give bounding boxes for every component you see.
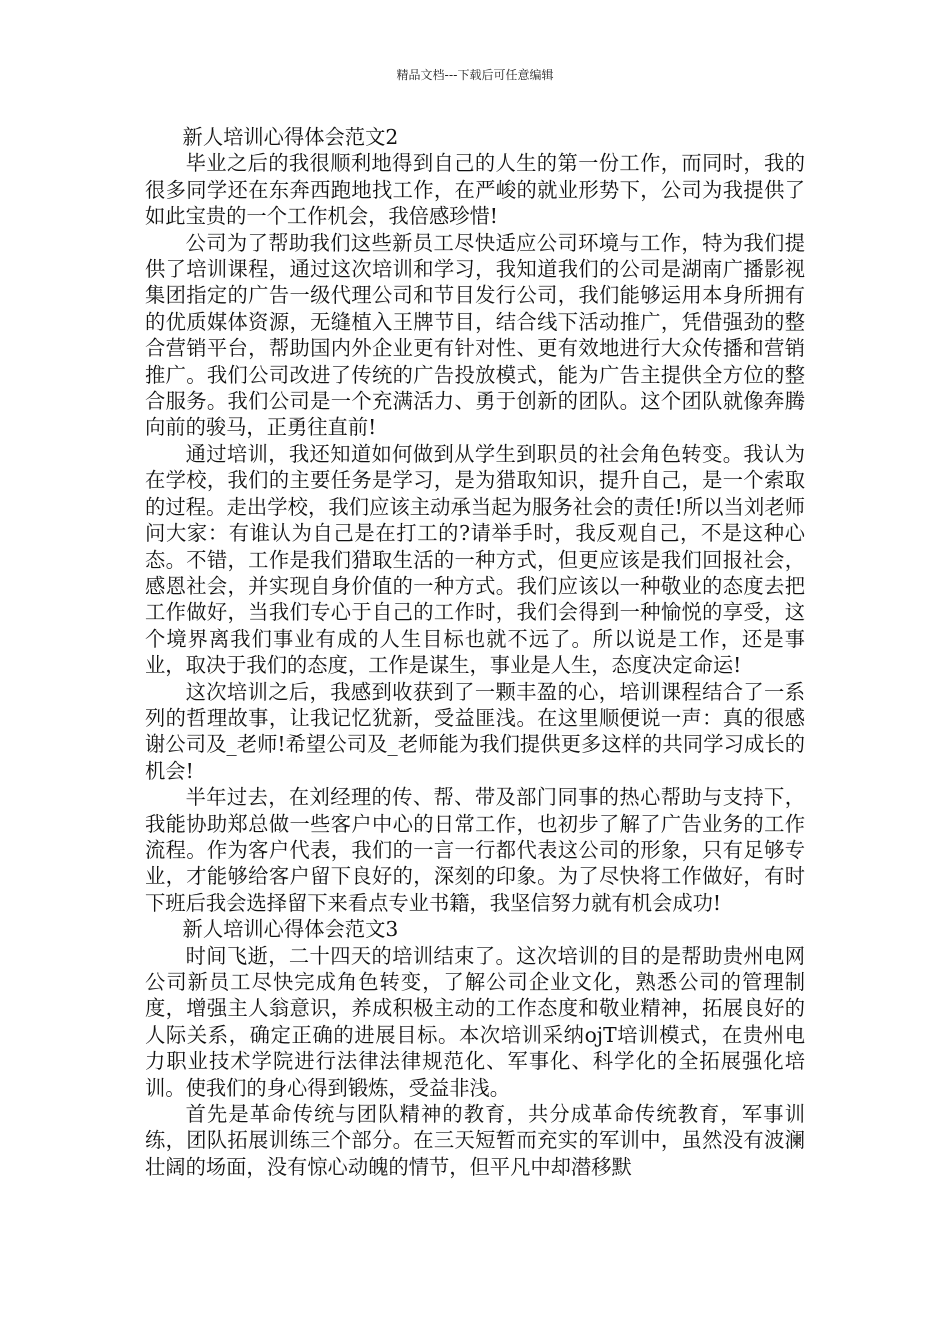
paragraph: 首先是革命传统与团队精神的教育，共分成革命传统教育，军事训练，团队拓展训练三个部分。在三天短暂而充实的军训中，虽然没有波澜壮阔的场面，没有惊心动魄的情节，但平凡中却潜移默 (145, 1102, 805, 1179)
section-heading: 新人培训心得体会范文2 (182, 125, 399, 149)
paragraph: 通过培训，我还知道如何做到从学生到职员的社会角色转变。我认为在学校，我们的主要任务是学习，是为猎取知识，提升自己，是一个索取的过程。走出学校，我们应该主动承当起为服务社会的责任!所以当刘老师问大家：有谁认为自己是在打工的?请举手时，我反观自己，不是这种心态。不错，工作是我们猎取生活的一种方式，但更应该是我们回报社会，感恩社会，并实现自身价值的一种方式。我们应该以一种敬业的态度去把工作做好，当我们专心于自己的工作时，我们会得到一种愉悦的享受，这个境界离我们事业有成的人生目标也就不远了。所以说是工作，还是事业，取决于我们的态度，工作是谋生，事业是人生，态度决定命运! (145, 441, 805, 678)
page-header: 精品文档---下载后可任意编辑 (396, 68, 554, 82)
paragraph: 半年过去，在刘经理的传、帮、带及部门同事的热心帮助与支持下，我能协助郑总做一些客户中心的日常工作，也初步了解了广告业务的工作流程。作为客户代表，我们的一言一行都代表这公司的形象，只有足够专业，才能够给客户留下良好的，深刻的印象。为了尽快将工作做好，有时下班后我会选择留下来看点专业书籍，我坚信努力就有机会成功! (145, 785, 805, 915)
paragraph: 时间飞逝，二十四天的培训结束了。这次培训的目的是帮助贵州电网公司新员工尽快完成角色转变，了解公司企业文化，熟悉公司的管理制度，增强主人翁意识，养成积极主动的工作态度和敬业精神，拓展良好的人际关系，确定正确的进展目标。本次培训采纳ojT培训模式，在贵州电力职业技术学院进行法律法律规范化、军事化、科学化的全拓展强化培训。使我们的身心得到锻炼，受益非浅。 (145, 943, 805, 1100)
paragraph: 毕业之后的我很顺利地得到自己的人生的第一份工作，而同时，我的很多同学还在东奔西跑地找工作，在严峻的就业形势下，公司为我提供了如此宝贵的一个工作机会，我倍感珍惜! (145, 151, 805, 229)
document-body (145, 124, 805, 1180)
section-heading: 新人培训心得体会范文3 (182, 917, 399, 942)
paragraph: 这次培训之后，我感到收获到了一颗丰盈的心，培训课程结合了一系列的哲理故事，让我记忆犹新，受益匪浅。在这里顺便说一声：真的很感谢公司及_老师!希望公司及_老师能为我们提供更多这样的共同学习成长的机会! (145, 679, 805, 783)
paragraph: 公司为了帮助我们这些新员工尽快适应公司环境与工作，特为我们提供了培训课程，通过这次培训和学习，我知道我们的公司是湖南广播影视集团指定的广告一级代理公司和节目发行公司，我们能够运用本身所拥有的优质媒体资源，无缝植入王牌节目，结合线下活动推广，凭借强劲的整合营销平台，帮助国内外企业更有针对性、更有效地进行大众传播和营销推广。我们公司改进了传统的广告投放模式，能为广告主提供全方位的整合服务。我们公司是一个充满活力、勇于创新的团队。这个团队就像奔腾向前的骏马，正勇往直前! (145, 230, 805, 440)
